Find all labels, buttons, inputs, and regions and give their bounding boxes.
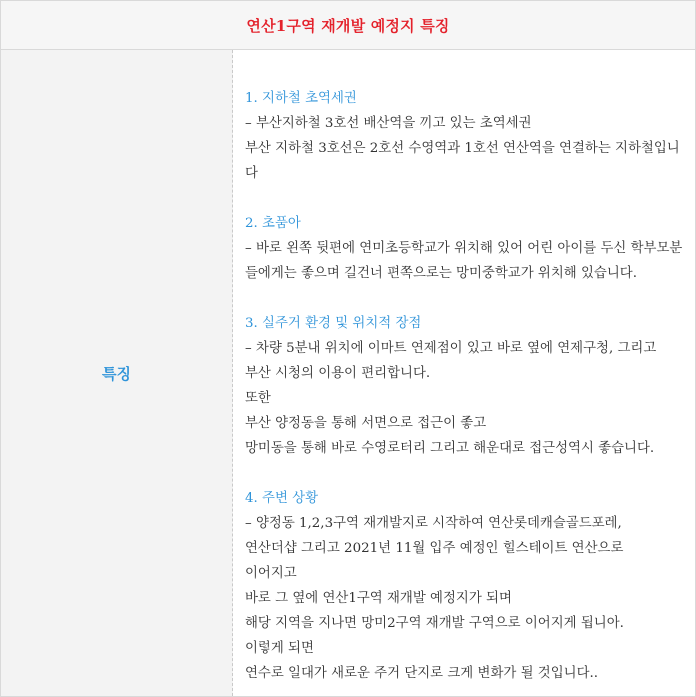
section-line: – 차량 5분내 위치에 이마트 연제점이 있고 바로 옆에 연제구청, 그리고: [245, 341, 657, 356]
label-cell: [1, 50, 233, 696]
content-cell: [233, 50, 695, 696]
section-line: 부산 시청의 이용이 편리합니다.: [245, 366, 431, 381]
section-line: 부산 지하철 3호선은 2호선 수영역과 1호선 연산역을 연결하는 지하철입니다: [245, 141, 680, 181]
table-body-row: [1, 50, 695, 696]
section-line: 연산더샵 그리고 2021년 11월 입주 예정인 힐스테이트 연산으로: [245, 541, 624, 556]
section-title: 3. 실주거 환경 및 위치적 장점: [245, 316, 422, 331]
section-line: 부산 양정동을 통해 서면으로 접근이 좋고: [245, 416, 487, 431]
section-line: 이어지고: [245, 566, 297, 581]
section-subway: [245, 86, 687, 186]
section-living: [245, 311, 687, 461]
section-line: 이렇게 되면: [245, 641, 314, 656]
table-header: [1, 1, 695, 50]
section-line: – 바로 왼쪽 뒷편에 연미초등학교가 위치해 있어 어린 아이를 두신 학부모분들에게는 좋으며 길건너 편쪽으로는 망미중학교가 위치해 있습니다.: [245, 241, 683, 281]
section-school: [245, 211, 687, 286]
section-title: 2. 초품아: [245, 216, 301, 231]
row-label: 특징: [102, 364, 131, 383]
section-line: 연수로 일대가 새로운 주거 단지로 크게 변화가 될 것입니다..: [245, 666, 599, 681]
section-line: – 부산지하철 3호선 배산역을 끼고 있는 초역세권: [245, 116, 532, 131]
section-title: 4. 주변 상황: [245, 491, 319, 506]
section-line: 해당 지역을 지나면 망미2구역 재개발 구역으로 이어지게 됩니아.: [245, 616, 624, 631]
section-line: – 양정동 1,2,3구역 재개발지로 시작하여 연산롯데캐슬골드포레,: [245, 516, 622, 531]
section-line: 또한: [245, 391, 271, 406]
section-line: 망미동을 통해 바로 수영로터리 그리고 해운대로 접근성역시 좋습니다.: [245, 441, 655, 456]
section-surroundings: [245, 486, 687, 686]
page-title: 연산1구역 재개발 예정지 특징: [246, 16, 450, 35]
section-title: 1. 지하철 초역세권: [245, 91, 357, 106]
section-line: 바로 그 옆에 연산1구역 재개발 예정지가 되며: [245, 591, 512, 606]
